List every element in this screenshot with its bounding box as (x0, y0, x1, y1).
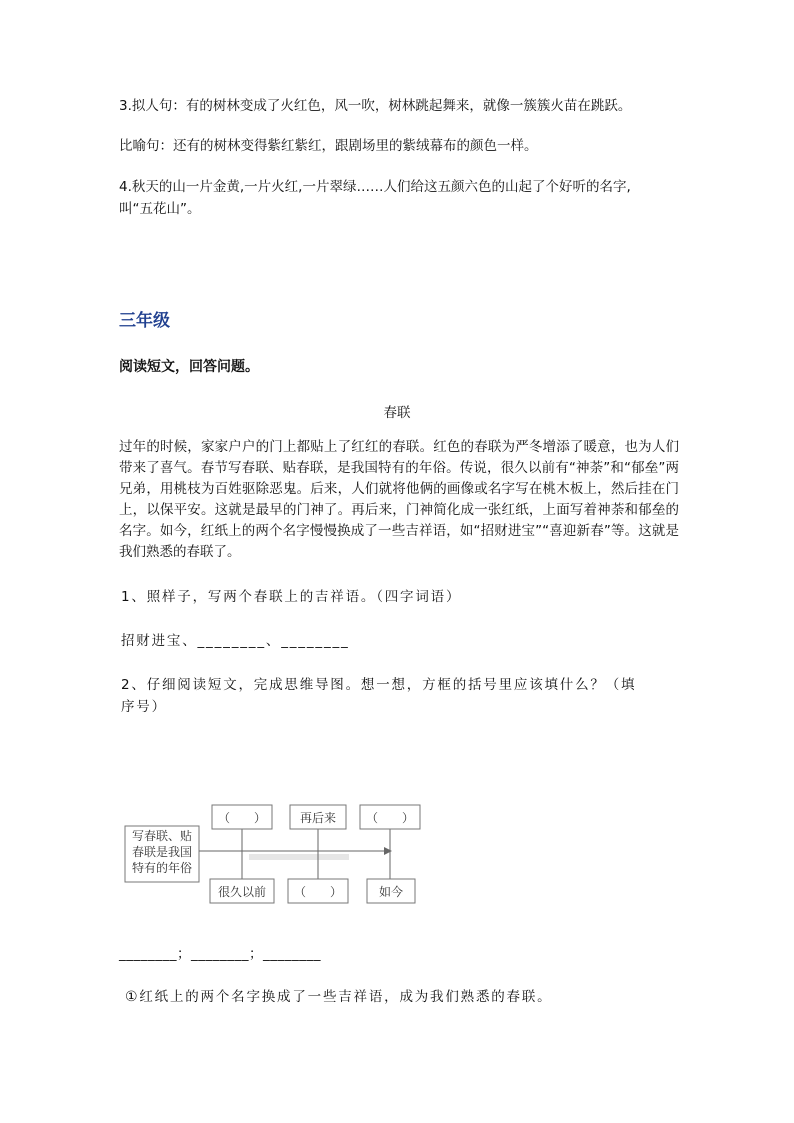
answer-personification: 3.拟人句：有的树林变成了火红色，风一吹，树林跳起舞来，就像一簇簇火苗在跳跃。 (119, 98, 632, 114)
root-text-1: 写春联、贴 (131, 829, 193, 843)
option-1 (125, 987, 552, 1007)
bottom-box-3-text: 如今 (378, 885, 404, 899)
top-box-1-text: （ ） (217, 811, 267, 825)
answer-4-line1: 4.秋天的山一片金黄,一片火红,一片翠绿……人们给这五颜六色的山起了个好听的名字, (119, 179, 631, 195)
option-1-marker: ① (125, 989, 140, 1005)
top-box-2-text: 再后来 (299, 811, 337, 825)
reading-instruction: 阅读短文，回答问题。 (119, 359, 259, 375)
top-box-3-text: （ ） (365, 811, 415, 825)
question-2-prompt-line2: 序号） (121, 699, 167, 715)
bottom-box-2-text: （ ） (293, 885, 343, 899)
passage-title: 春联 (383, 405, 411, 421)
grade-heading: 三年级 (119, 311, 170, 331)
answer-simile: 比喻句：还有的树林变得紫红紫红，跟剧场里的紫绒幕布的颜色一样。 (119, 138, 538, 154)
bottom-box-1-text: 很久以前 (217, 885, 267, 899)
mind-map-svg (119, 800, 429, 910)
question-1-prompt: 1、照样子，写两个春联上的吉祥语。（四字词语） (121, 589, 462, 605)
question-1-answer-line: 招财进宝、________、________ (121, 633, 350, 649)
question-2-prompt-line1: 2、仔细阅读短文，完成思维导图。想一想，方框的括号里应该填什么？（填 (121, 677, 637, 693)
timeline-arrowhead (384, 847, 392, 855)
passage-text: 过年的时候，家家户户的门上都贴上了红红的春联。红色的春联为严冬增添了暖意，也为人们带来了喜气。春节写春联、贴春联，是我国特有的年俗。传说，很久以前有“神荼”和“郁垒”两兄弟，用桃枝为百姓驱除恶鬼。后来，人们就将他俩的画像或名字写在桃木板上，然后挂在门上，以保平安。这就是最早的门神了。再后来，门神简化成一张红纸，上面写着神荼和郁垒的名字。如今，红纸上的两个名字慢慢换成了一些吉祥语，如“招财进宝”“喜迎新春”等。这就是我们熟悉的春联了。 (119, 439, 679, 560)
answer-blanks: ________；________；________ (119, 946, 321, 962)
root-text-2: 春联是我国 (131, 845, 193, 859)
mind-map-diagram (119, 800, 429, 914)
option-1-text: 红纸上的两个名字换成了一些吉祥语，成为我们熟悉的春联。 (139, 989, 553, 1005)
answer-4-line2: 叫“五花山”。 (119, 201, 201, 217)
root-text-3: 特有的年俗 (131, 861, 193, 875)
